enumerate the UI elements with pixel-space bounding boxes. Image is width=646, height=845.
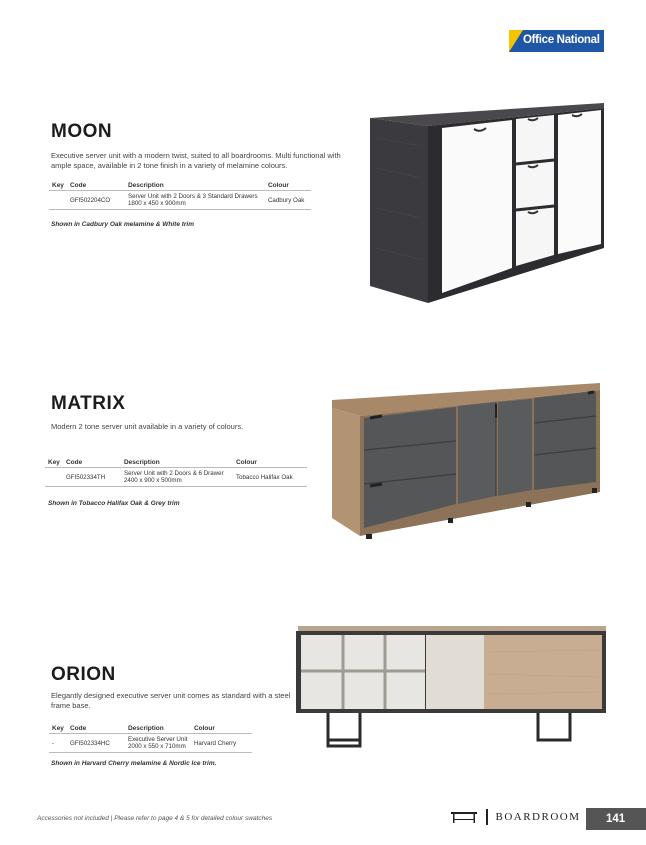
table-row [45, 468, 307, 487]
header-key: Key [45, 459, 63, 468]
header-code: Code [63, 459, 121, 468]
section-label: BOARDROOM [495, 811, 581, 823]
header-colour: Colour [265, 182, 311, 191]
cell-description: Executive Server Unit 2000 x 550 x 710mm [125, 734, 191, 753]
cell-code: GFI502334HC [67, 734, 125, 753]
product-description-moon: Executive server unit with a modern twist, suited to all boardrooms. Multi functional with ample space, available in 2 tone finish in a variety of melamine colours. [51, 151, 341, 170]
cell-colour: Harvard Cherry [191, 734, 252, 753]
header-colour: Colour [191, 725, 252, 734]
cell-colour: Tobacco Halifax Oak [233, 468, 307, 487]
product-title-matrix: MATRIX [51, 393, 126, 414]
product-title-moon: MOON [51, 121, 113, 142]
table-row [49, 191, 311, 210]
cell-key [45, 468, 63, 487]
product-description-matrix: Modern 2 tone server unit available in a variety of colours. [51, 422, 244, 431]
table-icon [450, 810, 478, 824]
cell-key [49, 191, 67, 210]
header-code: Code [67, 725, 125, 734]
product-description-orion: Elegantly designed executive server unit comes as standard with a steel frame base. [51, 691, 291, 710]
shown-in-orion: Shown in Harvard Cherry melamine & Nordic Ice trim. [51, 760, 217, 767]
section-divider [486, 809, 488, 825]
header-key: Key [49, 725, 67, 734]
cell-key: - [49, 734, 67, 753]
logo-text: Office National [523, 34, 600, 46]
product-title-orion: ORION [51, 664, 116, 685]
cell-colour: Cadbury Oak [265, 191, 311, 210]
footer-note: Accessories not included | Please refer to page 4 & 5 for detailed colour swatches [37, 815, 273, 822]
cell-description: Server Unit with 2 Doors & 3 Standard Drawers 1800 x 450 x 900mm [125, 191, 265, 210]
header-description: Description [125, 725, 191, 734]
header-description: Description [121, 459, 233, 468]
header-key: Key [49, 182, 67, 191]
page-number: 141 [586, 808, 646, 830]
product-table-orion [49, 725, 252, 753]
orion-server-unit-image [294, 622, 610, 750]
footer-section [450, 809, 581, 825]
product-table-moon [49, 182, 311, 210]
header-colour: Colour [233, 459, 307, 468]
matrix-server-unit-image [330, 378, 605, 540]
cell-code: GFI502204CO [67, 191, 125, 210]
cell-description: Server Unit with 2 Doors & 6 Drawer 2400 x 900 x 500mm [121, 468, 233, 487]
cell-code: GFI502334TH [63, 468, 121, 487]
header-description: Description [125, 182, 265, 191]
shown-in-moon: Shown in Cadbury Oak melamine & White trim [51, 221, 195, 228]
moon-server-unit-image [362, 98, 610, 308]
table-row [49, 734, 252, 753]
shown-in-matrix: Shown in Tobacco Halifax Oak & Grey trim [48, 500, 180, 507]
office-national-logo [509, 30, 604, 52]
header-code: Code [67, 182, 125, 191]
product-table-matrix [45, 459, 307, 487]
